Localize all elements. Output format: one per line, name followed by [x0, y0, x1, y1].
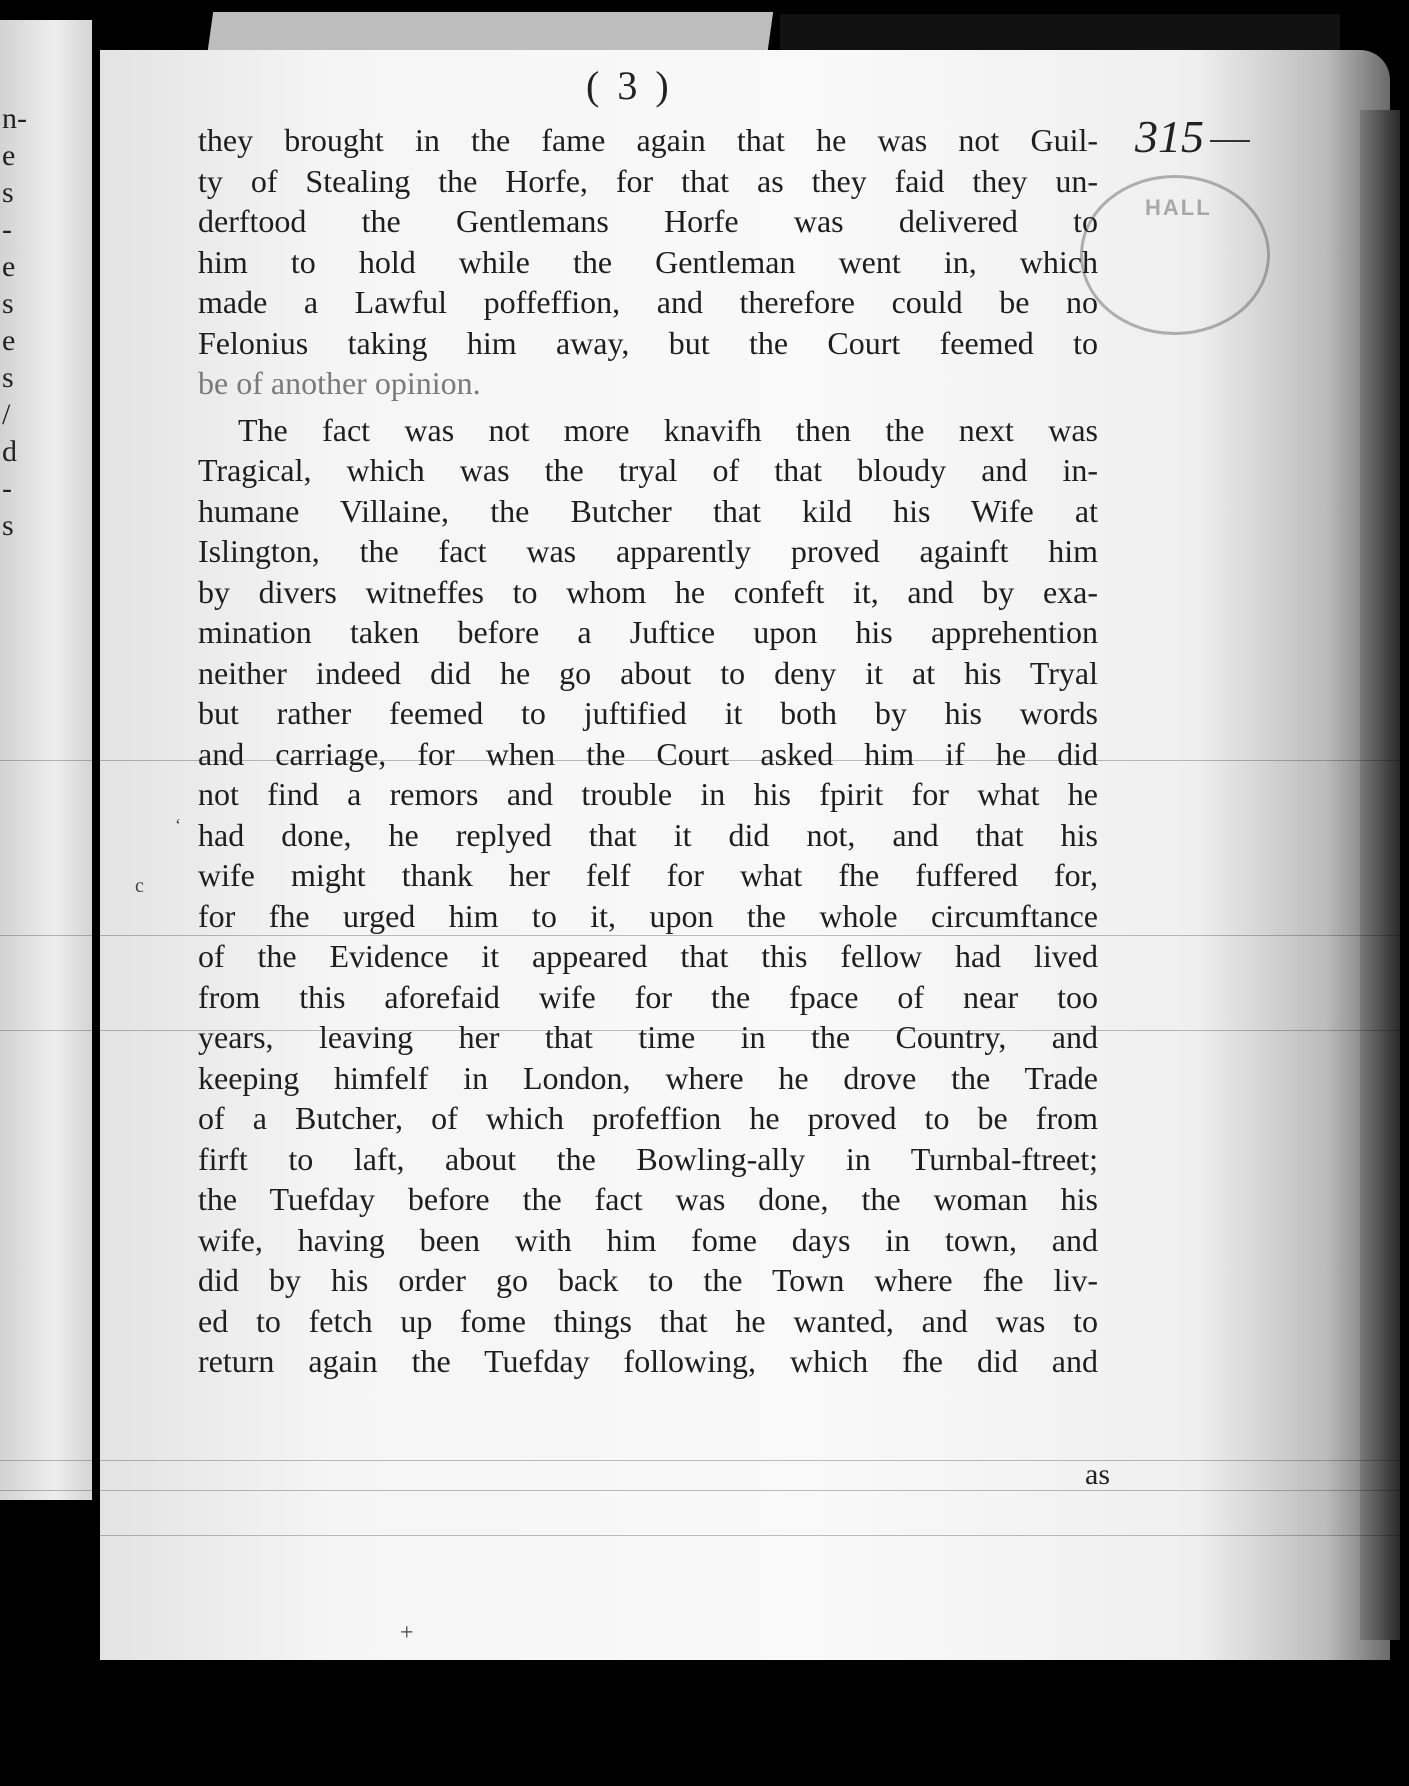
handwritten-folio-number: 315 — [1135, 111, 1204, 162]
text-line: of a Butcher, of which profeffion he proved to be from — [198, 1100, 1098, 1136]
left-fragment: s — [2, 176, 14, 209]
left-fragment: - — [2, 213, 12, 246]
stray-mark: c — [135, 875, 144, 897]
text-line: mination taken before a Juftice upon his apprehention — [198, 614, 1098, 650]
text-line: keeping himfelf in London, where he drove the Trade — [198, 1059, 1098, 1096]
text-line: from this aforefaid wife for the fpace of near too — [198, 978, 1098, 1015]
left-fragment: e — [2, 324, 16, 357]
scan-artifact-line — [0, 1535, 1409, 1536]
text-line: wife might thank her felf for what fhe fuffered for, — [198, 857, 1098, 893]
text-line: had done, he replyed that it did not, and that his — [198, 816, 1098, 853]
text-line: humane Villaine, the Butcher that kild his Wife at — [198, 492, 1098, 529]
text-line: neither indeed did he go about to deny it at his Tryal — [198, 654, 1098, 691]
left-fragment: d — [2, 435, 17, 468]
left-fragment: s — [2, 361, 14, 394]
stray-mark: ‘ — [175, 815, 181, 835]
left-fragment: e — [2, 139, 16, 172]
scan-artifact-line — [0, 1490, 1409, 1491]
text-line: but rather feemed to juftified it both by his words — [198, 695, 1098, 731]
catchword: as — [1085, 1458, 1110, 1491]
page-body-text — [198, 120, 1098, 1382]
text-line: by divers witneffes to whom he confeft it, and by exa- — [198, 573, 1098, 610]
scan-background — [780, 14, 1340, 54]
text-line: and carriage, for when the Court asked him if he did — [198, 735, 1098, 772]
left-fragment: - — [2, 472, 12, 505]
text-line: derftood the Gentlemans Horfe was delivered to — [198, 203, 1098, 239]
text-line: him to hold while the Gentleman went in, which — [198, 243, 1098, 280]
text-line: wife, having been with him fome days in town, and — [198, 1221, 1098, 1258]
folio-flourish — [1210, 140, 1250, 142]
text-line: for fhe urged him to it, upon the whole circumftance — [198, 897, 1098, 934]
left-fragment: e — [2, 250, 16, 283]
page-edge-shadow — [1360, 110, 1400, 1640]
left-fragment: s — [2, 287, 14, 320]
left-fragment: s — [2, 509, 14, 542]
text-line: did by his order go back to the Town where fhe liv- — [198, 1262, 1098, 1298]
text-line: firft to laft, about the Bowling-ally in Turnbal-ftreet; — [198, 1140, 1098, 1177]
stray-mark: + — [400, 1620, 414, 1646]
scan-artifact-line — [0, 1460, 1409, 1461]
text-line: Islington, the fact was apparently proved againft him — [198, 533, 1098, 569]
stamp-lettering: HALL — [1145, 195, 1212, 220]
text-line: return again the Tuefday following, which fhe did and — [198, 1343, 1098, 1379]
text-line: of the Evidence it appeared that this fellow had lived — [198, 938, 1098, 974]
text-line: years, leaving her that time in the Country, and — [198, 1019, 1098, 1055]
left-fragment: / — [2, 398, 11, 431]
left-fragment: n- — [2, 102, 27, 135]
text-line: be of another opinion. — [198, 365, 481, 401]
page-number: ( 3 ) — [586, 63, 673, 108]
text-line: the Tuefday before the fact was done, the woman his — [198, 1181, 1098, 1217]
left-page-text-fragments — [0, 100, 32, 544]
text-line: ed to fetch up fome things that he wanted, and was to — [198, 1302, 1098, 1339]
text-line: ty of Stealing the Horfe, for that as they faid they un- — [198, 162, 1098, 199]
text-line: they brought in the fame again that he was not Guil- — [198, 122, 1098, 158]
paragraph-first-line: The fact was not more knavifh then the next was — [238, 411, 1098, 448]
text-line: made a Lawful poffeffion, and therefore could be no — [198, 284, 1098, 320]
text-line: Felonius taking him away, but the Court feemed to — [198, 324, 1098, 361]
text-line: Tragical, which was the tryal of that bloudy and in- — [198, 452, 1098, 488]
text-line: not find a remors and trouble in his fpirit for what he — [198, 776, 1098, 812]
